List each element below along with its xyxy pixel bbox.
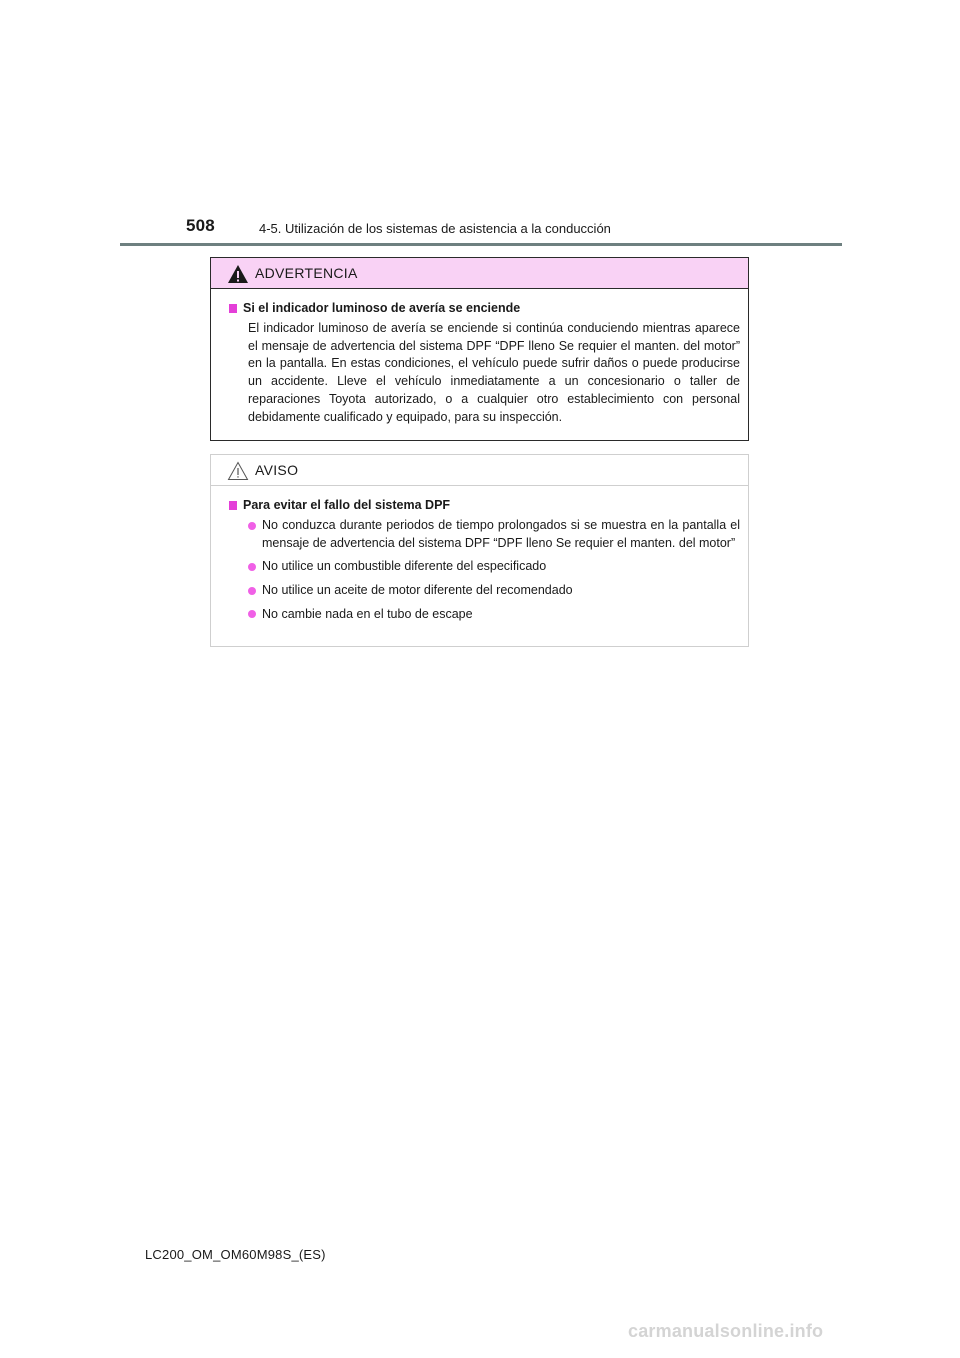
- warning-paragraph: El indicador luminoso de avería se enciende si continúa conduciendo mientras aparece el mensaje de advertencia del sistema DPF “DPF lleno Se requier el manten. del motor” en la pantalla. En estas condiciones, el vehículo puede sufrir daños o puede producirse un accidente. Lleve el vehículo inmediatamente a un concesionario o taller de reparaciones Toyota autorizado, o a cualquier otro establecimiento con personal debidamente cualificado y equipado, para su inspección.: [248, 321, 740, 424]
- notice-body: [211, 486, 748, 638]
- caution-triangle-outline-icon: [227, 461, 249, 481]
- warning-box: [210, 257, 749, 441]
- square-bullet-icon: [229, 304, 237, 313]
- notice-header: [211, 455, 748, 486]
- notice-heading: [229, 498, 740, 512]
- header-rule: [120, 243, 842, 246]
- round-bullet-icon: [248, 522, 256, 530]
- notice-list: [229, 517, 740, 624]
- round-bullet-icon: [248, 563, 256, 571]
- footer-doc-code: LC200_OM_OM60M98S_(ES): [145, 1247, 326, 1262]
- warning-heading-text: Si el indicador luminoso de avería se enciende: [243, 301, 521, 315]
- warning-triangle-icon: [227, 264, 249, 284]
- round-bullet-icon: [248, 610, 256, 618]
- warning-body: [211, 289, 748, 440]
- list-item: [229, 517, 740, 552]
- warning-header: [211, 258, 748, 289]
- notice-box: [210, 454, 749, 647]
- list-item: [229, 558, 740, 576]
- list-item-text: No cambie nada en el tubo de escape: [262, 606, 473, 621]
- list-item-text: No utilice un aceite de motor diferente del recomendado: [262, 583, 573, 598]
- notice-heading-text: Para evitar el fallo del sistema DPF: [243, 498, 451, 512]
- list-item-text: No utilice un combustible diferente del especificado: [262, 559, 547, 574]
- watermark[interactable]: carmanualsonline.info: [628, 1321, 824, 1341]
- notice-label: AVISO: [255, 462, 299, 478]
- warning-label: ADVERTENCIA: [255, 265, 358, 281]
- square-bullet-icon: [229, 501, 237, 510]
- list-item: [229, 582, 740, 600]
- warning-heading: [229, 301, 740, 315]
- round-bullet-icon: [248, 587, 256, 595]
- list-item: [229, 606, 740, 624]
- section-title: 4-5. Utilización de los sistemas de asistencia a la conducción: [259, 221, 611, 236]
- list-item-text: No conduzca durante periodos de tiempo prolongados si se muestra en la pantalla el mensaje de advertencia del sistema DPF “DPF lleno Se requier el manten. del motor”: [262, 518, 740, 550]
- page-number: 508: [186, 216, 215, 235]
